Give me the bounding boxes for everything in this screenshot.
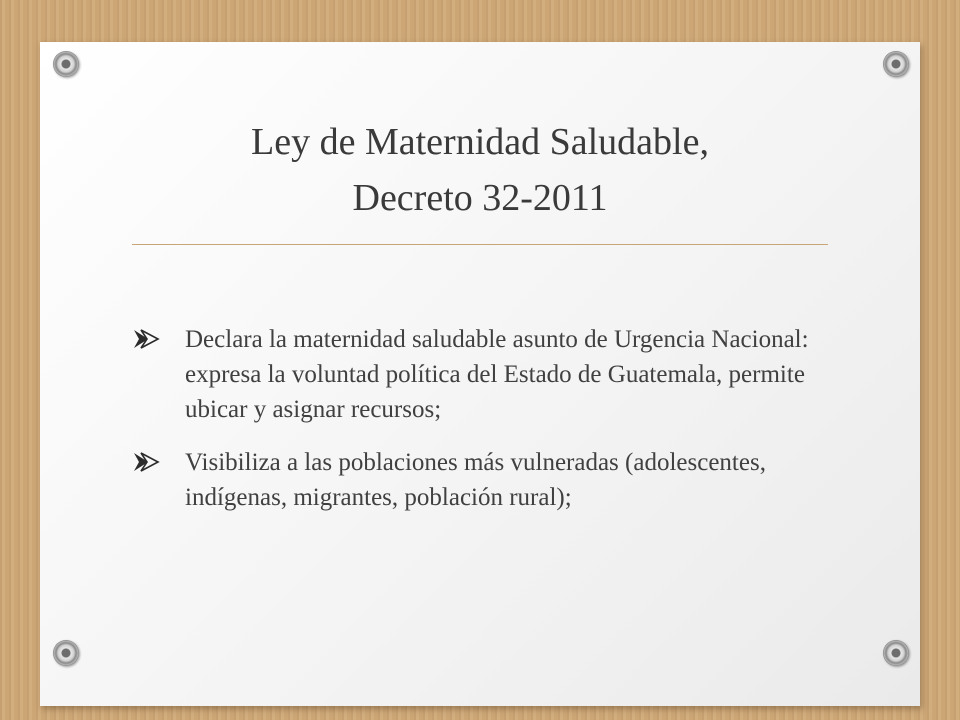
slide-title bbox=[40, 114, 920, 226]
slide-title-line-2: Decreto 32-2011 bbox=[352, 177, 608, 219]
arrow-bullet-icon bbox=[132, 328, 160, 350]
slide-title-line-1: Ley de Maternidad Saludable, bbox=[251, 121, 709, 163]
pin-top-right-icon bbox=[883, 51, 909, 77]
slide-card bbox=[40, 42, 920, 706]
bullet-item bbox=[132, 445, 832, 515]
bullet-text: Declara la maternidad saludable asunto de Urgencia Nacional: expresa la voluntad política del Estado de Guatemala, permite ubicar y asignar recursos; bbox=[185, 326, 809, 423]
bullet-list bbox=[132, 322, 832, 533]
title-divider bbox=[132, 244, 828, 245]
pin-top-left-icon bbox=[53, 51, 79, 77]
bullet-item bbox=[132, 322, 832, 427]
arrow-bullet-icon bbox=[132, 451, 160, 473]
pin-bottom-right-icon bbox=[883, 640, 909, 666]
bullet-text: Visibiliza a las poblaciones más vulneradas (adolescentes, indígenas, migrantes, población rural); bbox=[185, 449, 766, 511]
pin-bottom-left-icon bbox=[53, 640, 79, 666]
